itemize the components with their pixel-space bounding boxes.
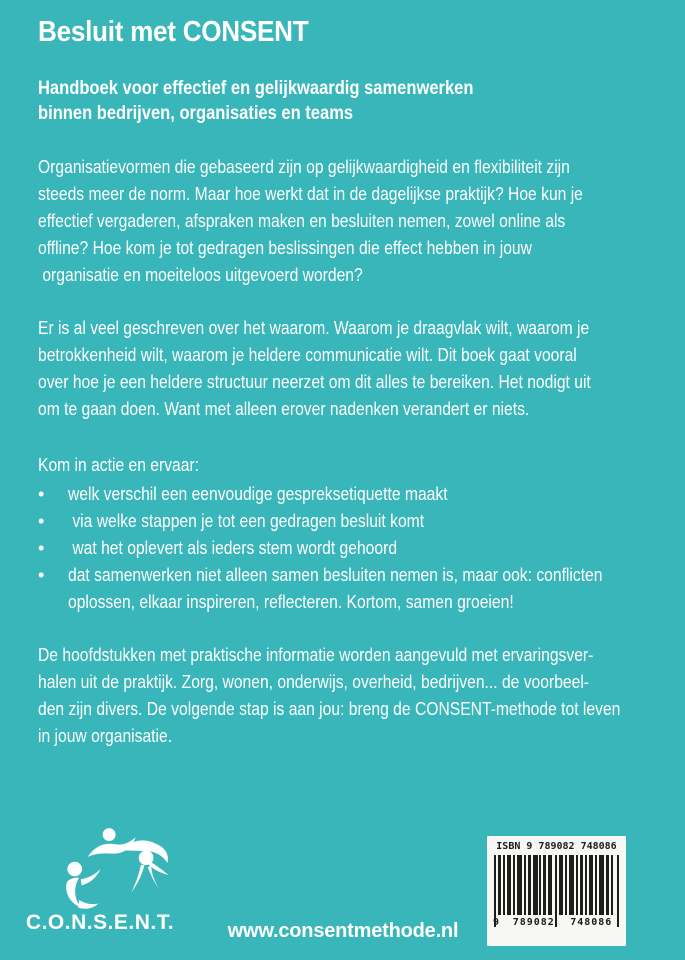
isbn-label: ISBN 9 789082 748086 [496, 841, 617, 852]
bullet-icon: • [38, 511, 45, 531]
book-title: Besluit met CONSENT [38, 16, 309, 48]
book-subtitle [38, 76, 685, 126]
list-item [38, 508, 685, 535]
bullet-line: oplossen, elkaar inspireren, reflecteren. Kortom, samen groeien! [68, 592, 514, 612]
paragraph-line: Organisatievormen die gebaseerd zijn op gelijkwaardigheid en flexibiliteit zijn [38, 157, 570, 177]
paragraph-line: over hoe je een heldere structuur neerzet om dit alles te bereiken. Het nodigt uit [38, 372, 591, 392]
paragraph-line: organisatie en moeiteloos uitgevoerd worden? [38, 265, 363, 285]
action-heading: Kom in actie en ervaar: [38, 455, 200, 475]
paragraph-line: den zijn divers. De volgende stap is aan jou: breng de CONSENT-methode tot leven [38, 699, 621, 719]
bullet-line: via welke stappen je tot een gedragen besluit komt [68, 511, 425, 531]
bullet-line: wat het oplevert als ieders stem wordt gehoord [68, 538, 398, 558]
consent-logo-wordmark: C.O.N.S.E.N.T. [25, 911, 175, 934]
closing-paragraph [38, 642, 685, 750]
paragraph-line: om te gaan doen. Want met alleen erover nadenken verandert er niets. [38, 399, 530, 419]
paragraph-line: De hoofdstukken met praktische informatie worden aangevuld met ervaringsver- [38, 645, 594, 665]
website-url: www.consentmethode.nl [227, 920, 459, 942]
list-item [38, 535, 685, 562]
barcode-digit-group: 789082 [512, 917, 555, 928]
waarom-paragraph [38, 315, 685, 423]
paragraph-line: effectief vergaderen, afspraken maken en besluiten nemen, zowel online als [38, 211, 566, 231]
subtitle-line: binnen bedrijven, organisaties en teams [38, 103, 354, 124]
list-item [38, 562, 685, 616]
paragraph-line: betrokkenheid wilt, waarom je heldere communicatie wilt. Dit boek gaat vooral [38, 345, 577, 365]
barcode-digit-group: 9 [493, 917, 500, 928]
bullet-line: welk verschil een eenvoudige gespreksetiquette maakt [68, 484, 448, 504]
bullet-icon: • [38, 538, 45, 558]
bullet-line: dat samenwerken niet alleen samen besluiten nemen is, maar ook: conflicten [68, 565, 603, 585]
paragraph-line: halen uit de praktijk. Zorg, wonen, onderwijs, overheid, bedrijven... de voorbeel- [38, 672, 590, 692]
bullet-icon: • [38, 484, 45, 504]
subtitle-line: Handboek voor effectief en gelijkwaardig samenwerken [38, 78, 474, 99]
isbn-barcode [487, 836, 626, 946]
paragraph-line: offline? Hoe kom je tot gedragen beslissingen die effect hebben in jouw [38, 238, 532, 258]
list-item [38, 481, 685, 508]
consent-logo-icon [52, 826, 174, 912]
intro-paragraph [38, 154, 685, 289]
paragraph-line: steeds meer de norm. Maar hoe werkt dat in de dagelijkse praktijk? Hoe kun je [38, 184, 583, 204]
bullet-icon: • [38, 565, 45, 585]
barcode-digit-group: 748086 [570, 917, 613, 928]
paragraph-line: Er is al veel geschreven over het waarom. Waarom je draagvlak wilt, waarom je [38, 318, 590, 338]
action-bullet-list [38, 481, 685, 616]
barcode-digits [493, 917, 620, 929]
paragraph-line: in jouw organisatie. [38, 726, 173, 746]
